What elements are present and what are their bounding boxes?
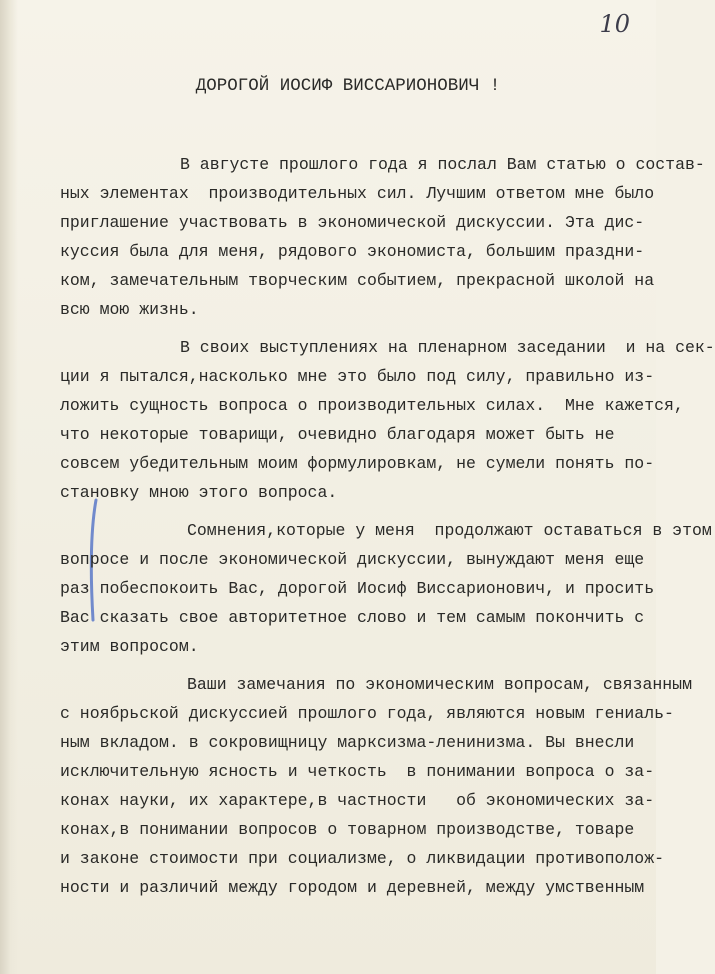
- text-line: конах науки, их характере,в частности об экономических за-: [60, 791, 655, 810]
- text-line: совсем убедительным моим формулировкам, не сумели понять по-: [60, 454, 655, 473]
- text-line: ложить сущность вопроса о производительных силах. Мне кажется,: [60, 396, 684, 415]
- salutation-text: ДОРОГОЙ ИОСИФ ВИССАРИОНОВИЧ !: [195, 76, 501, 96]
- text-line: куссия была для меня, рядового экономиста, большим праздни-: [60, 242, 645, 261]
- text-line: этим вопросом.: [60, 637, 199, 656]
- text-line: ных элементах производительных сил. Лучшим ответом мне было: [60, 184, 655, 203]
- text-line: ком, замечательным творческим событием, прекрасной школой на: [60, 271, 655, 290]
- text-line: с ноябрьской дискуссией прошлого года, являются новым гениаль-: [60, 704, 674, 723]
- page-number: 10: [599, 10, 630, 38]
- text-line: что некоторые товарищи, очевидно благодаря может быть не: [60, 425, 615, 444]
- text-line: В августе прошлого года я послал Вам статью о состав-: [180, 155, 705, 174]
- text-line: конах,в понимании вопросов о товарном производстве, товаре: [60, 820, 635, 839]
- text-line: исключительную ясность и четкость в понимании вопроса о за-: [60, 762, 655, 781]
- text-line: всю мою жизнь.: [60, 300, 199, 319]
- text-line: и законе стоимости при социализме, о ликвидации противополож-: [60, 849, 664, 868]
- text-line: ции я пытался,насколько мне это было под силу, правильно из-: [60, 367, 655, 386]
- text-line: ности и различий между городом и деревней, между умственным: [60, 878, 645, 897]
- text-line: ным вкладом. в сокровищницу марксизма-ленинизма. Вы внесли: [60, 733, 635, 752]
- letter-salutation: [0, 76, 656, 96]
- text-line: становку мною этого вопроса.: [60, 483, 338, 502]
- letter-body: [60, 150, 715, 902]
- text-line: В своих выступлениях на пленарном заседании и на сек-: [180, 338, 715, 357]
- text-line: Вас сказать свое авторитетное слово и тем самым покончить с: [60, 608, 645, 627]
- text-line: Ваши замечания по экономическим вопросам, связанным: [187, 675, 692, 694]
- text-line: приглашение участвовать в экономической дискуссии. Эта дис-: [60, 213, 645, 232]
- text-line: вопросе и после экономической дискуссии, вынуждают меня еще: [60, 550, 645, 569]
- text-line: Сомнения,которые у меня продолжают оставаться в этом: [187, 521, 712, 540]
- text-line: раз побеспокоить Вас, дорогой Иосиф Виссарионович, и просить: [60, 579, 655, 598]
- page-left-edge: [0, 0, 18, 974]
